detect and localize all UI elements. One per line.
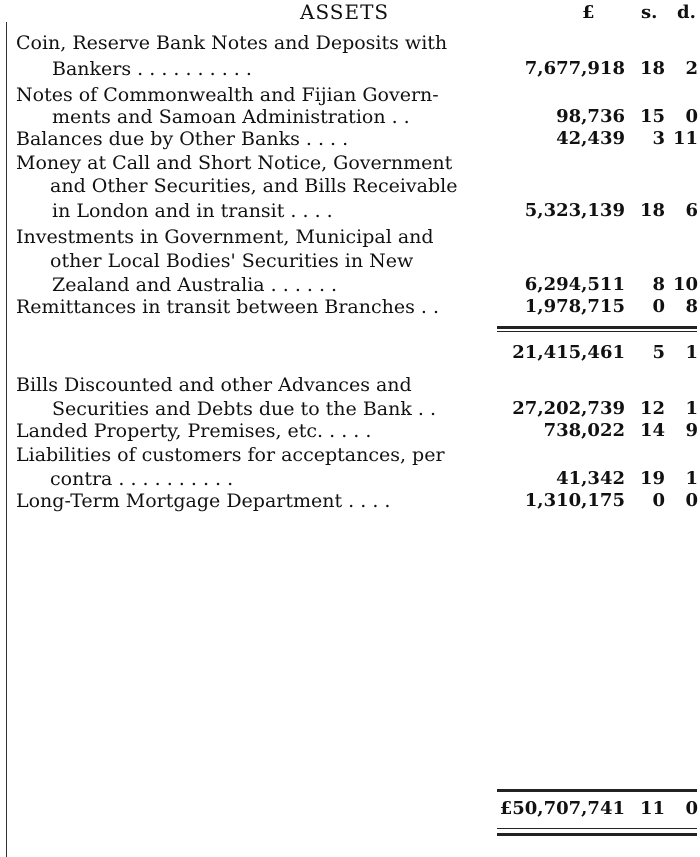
pounds-column-header: £: [582, 2, 595, 23]
total-pounds: £50,707,741: [499, 798, 625, 819]
subtotal-shillings: 5: [652, 342, 665, 363]
asset-line: Long-Term Mortgage Department . . . . 1,310,175 0 0: [16, 490, 698, 512]
subtotal-rule-thick: [497, 326, 697, 329]
shillings-value: 18: [639, 200, 665, 221]
shillings-value: 15: [639, 106, 665, 127]
pence-value: 1: [685, 398, 698, 419]
asset-line: Bankers . . . . . . . . . . 7,677,918 18 2: [52, 58, 698, 80]
asset-line: Notes of Commonwealth and Fijian Govern-: [16, 84, 439, 106]
pounds-value: 41,342: [556, 468, 625, 489]
asset-line: Liabilities of customers for acceptances, per: [16, 444, 445, 466]
subtotal-row: [0, 342, 700, 364]
shillings-value: 18: [639, 58, 665, 79]
pence-value: 1: [685, 468, 698, 489]
pounds-value: 5,323,139: [524, 200, 625, 221]
shillings-value: 19: [639, 468, 665, 489]
shillings-value: 0: [652, 296, 665, 317]
asset-line: other Local Bodies' Securities in New: [50, 250, 414, 272]
pounds-value: 7,677,918: [524, 58, 625, 79]
pence-value: 2: [685, 58, 698, 79]
asset-line: Landed Property, Premises, etc. . . . . 738,022 14 9: [16, 420, 698, 442]
pence-value: 11: [672, 128, 698, 149]
total-pence: 0: [685, 798, 698, 819]
asset-line: Remittances in transit between Branches . . 1,978,715 0 8: [16, 296, 698, 318]
assets-heading: ASSETS: [300, 0, 390, 24]
pounds-value: 738,022: [543, 420, 625, 441]
pounds-value: 1,978,715: [524, 296, 625, 317]
total-rule-thin: [497, 828, 697, 829]
total-shillings: 11: [639, 798, 665, 819]
pounds-value: 98,736: [556, 106, 625, 127]
subtotal-pence: 1: [685, 342, 698, 363]
total-rule-top: [497, 789, 697, 792]
pence-value: 8: [685, 296, 698, 317]
asset-line: Balances due by Other Banks . . . . 42,439 3 11: [16, 128, 698, 150]
shillings-value: 0: [652, 490, 665, 511]
pounds-value: 1,310,175: [524, 490, 625, 511]
shillings-value: 14: [639, 420, 665, 441]
pence-column-header: d.: [677, 2, 696, 23]
pence-value: 0: [685, 106, 698, 127]
asset-line: ments and Samoan Administration . . 98,736 15 0: [52, 106, 698, 128]
asset-line: and Other Securities, and Bills Receivable: [50, 175, 458, 197]
asset-line: Securities and Debts due to the Bank . . 27,202,739 12 1: [52, 398, 698, 420]
pence-value: 0: [685, 490, 698, 511]
asset-line: Investments in Government, Municipal and: [16, 226, 434, 248]
shillings-column-header: s.: [641, 2, 658, 23]
total-rule-thick: [497, 833, 697, 836]
shillings-value: 3: [652, 128, 665, 149]
asset-line: Coin, Reserve Bank Notes and Deposits with: [16, 32, 448, 54]
total-row: [0, 798, 700, 820]
pence-value: 10: [672, 274, 698, 295]
asset-line: contra . . . . . . . . . . 41,342 19 1: [50, 468, 698, 490]
shillings-value: 8: [652, 274, 665, 295]
asset-line: Money at Call and Short Notice, Government: [16, 152, 453, 174]
pounds-value: 27,202,739: [512, 398, 625, 419]
subtotal-pounds: 21,415,461: [512, 342, 625, 363]
pence-value: 6: [685, 200, 698, 221]
asset-line: Zealand and Australia . . . . . . 6,294,511 8 10: [52, 274, 698, 296]
pounds-value: 42,439: [556, 128, 625, 149]
subtotal-rule-thin: [497, 331, 697, 332]
asset-line: Bills Discounted and other Advances and: [16, 374, 412, 396]
shillings-value: 12: [639, 398, 665, 419]
pence-value: 9: [685, 420, 698, 441]
pounds-value: 6,294,511: [524, 274, 625, 295]
asset-line: in London and in transit . . . . 5,323,139 18 6: [52, 200, 698, 222]
